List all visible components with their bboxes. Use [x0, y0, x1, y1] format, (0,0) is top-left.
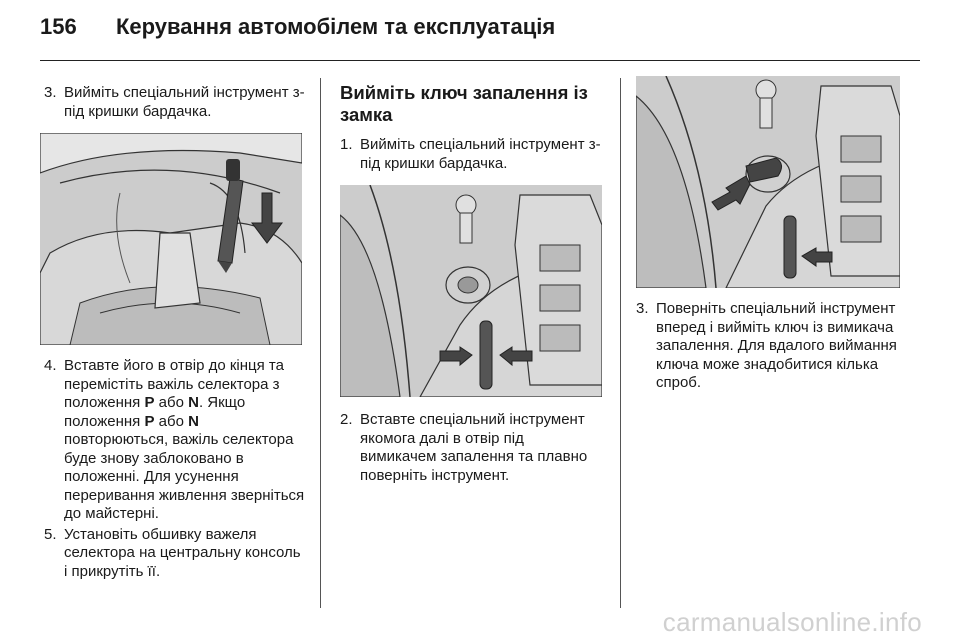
key-removal-illustration: [636, 76, 900, 288]
step-number: 2.: [340, 411, 353, 428]
step-number: 5.: [44, 525, 57, 543]
step-3-col3: [636, 300, 902, 393]
step-text: Установіть обшивку важеля селектора на центральну консоль і прикрутіть її.: [64, 525, 301, 580]
step-number: 4.: [44, 357, 57, 374]
step-5-col1: [44, 526, 306, 582]
position-p: P: [144, 394, 155, 411]
selector-lever-illustration: [40, 133, 302, 345]
page-title: Керування автомобілем та експлуатація: [116, 14, 556, 39]
step-number: 3.: [636, 300, 649, 317]
position-p-repeat: P: [144, 412, 155, 430]
figure-ignition-insert: [340, 185, 602, 397]
column-1: [44, 84, 306, 581]
page-header: [40, 14, 920, 50]
step-text: Вийміть спеціальний інструмент з-під кришки бардачка.: [360, 136, 601, 172]
position-n: N: [188, 394, 199, 411]
step-text: [64, 357, 306, 524]
step-4-col1: [44, 357, 306, 524]
or-text: або: [154, 394, 189, 411]
step-text: Поверніть спеціальний інструмент вперед і вийміть ключ із вимикача запалення. Для вдалого виймання ключа може знадобитися кілька спроб.: [656, 300, 897, 391]
column-2: [340, 82, 602, 485]
page-number: 156: [40, 14, 77, 39]
step-text: Вийміть спеціальний інструмент з-під кришки бардачка.: [64, 84, 305, 120]
step-3-col1: [44, 84, 306, 121]
figure-key-removal: [636, 76, 900, 288]
column-3: [636, 76, 902, 393]
step-number: 3.: [44, 84, 57, 101]
watermark: carmanualsonline.info: [662, 607, 922, 637]
step-number: 1.: [340, 136, 353, 153]
step-2-col2: [340, 411, 602, 485]
or-text-repeat: або: [154, 412, 189, 430]
step-4-text-part1: Вставте його в отвір до кінця та перемістіть важіль селектора з положення: [64, 357, 284, 411]
step-4-text-part2: . Якщо положення: [64, 394, 246, 430]
column-divider-1: [320, 78, 321, 608]
section-heading: Вийміть ключ запалення із замка: [340, 82, 588, 125]
step-4-text-part3: повторюються, важіль селектора буде знову заблоковано в положенні. Для усунення переривання живлення зверніться до майстерні.: [64, 431, 305, 522]
header-rule: [40, 60, 920, 61]
step-1-col2: [340, 136, 602, 173]
ignition-insert-illustration: [340, 185, 602, 397]
figure-selector-lever: [40, 133, 302, 345]
column-divider-2: [620, 78, 621, 608]
position-n-repeat: N: [188, 412, 199, 430]
step-text: Вставте спеціальний інструмент якомога далі в отвір під вимикачем запалення та плавно поверніть інструмент.: [360, 411, 588, 484]
